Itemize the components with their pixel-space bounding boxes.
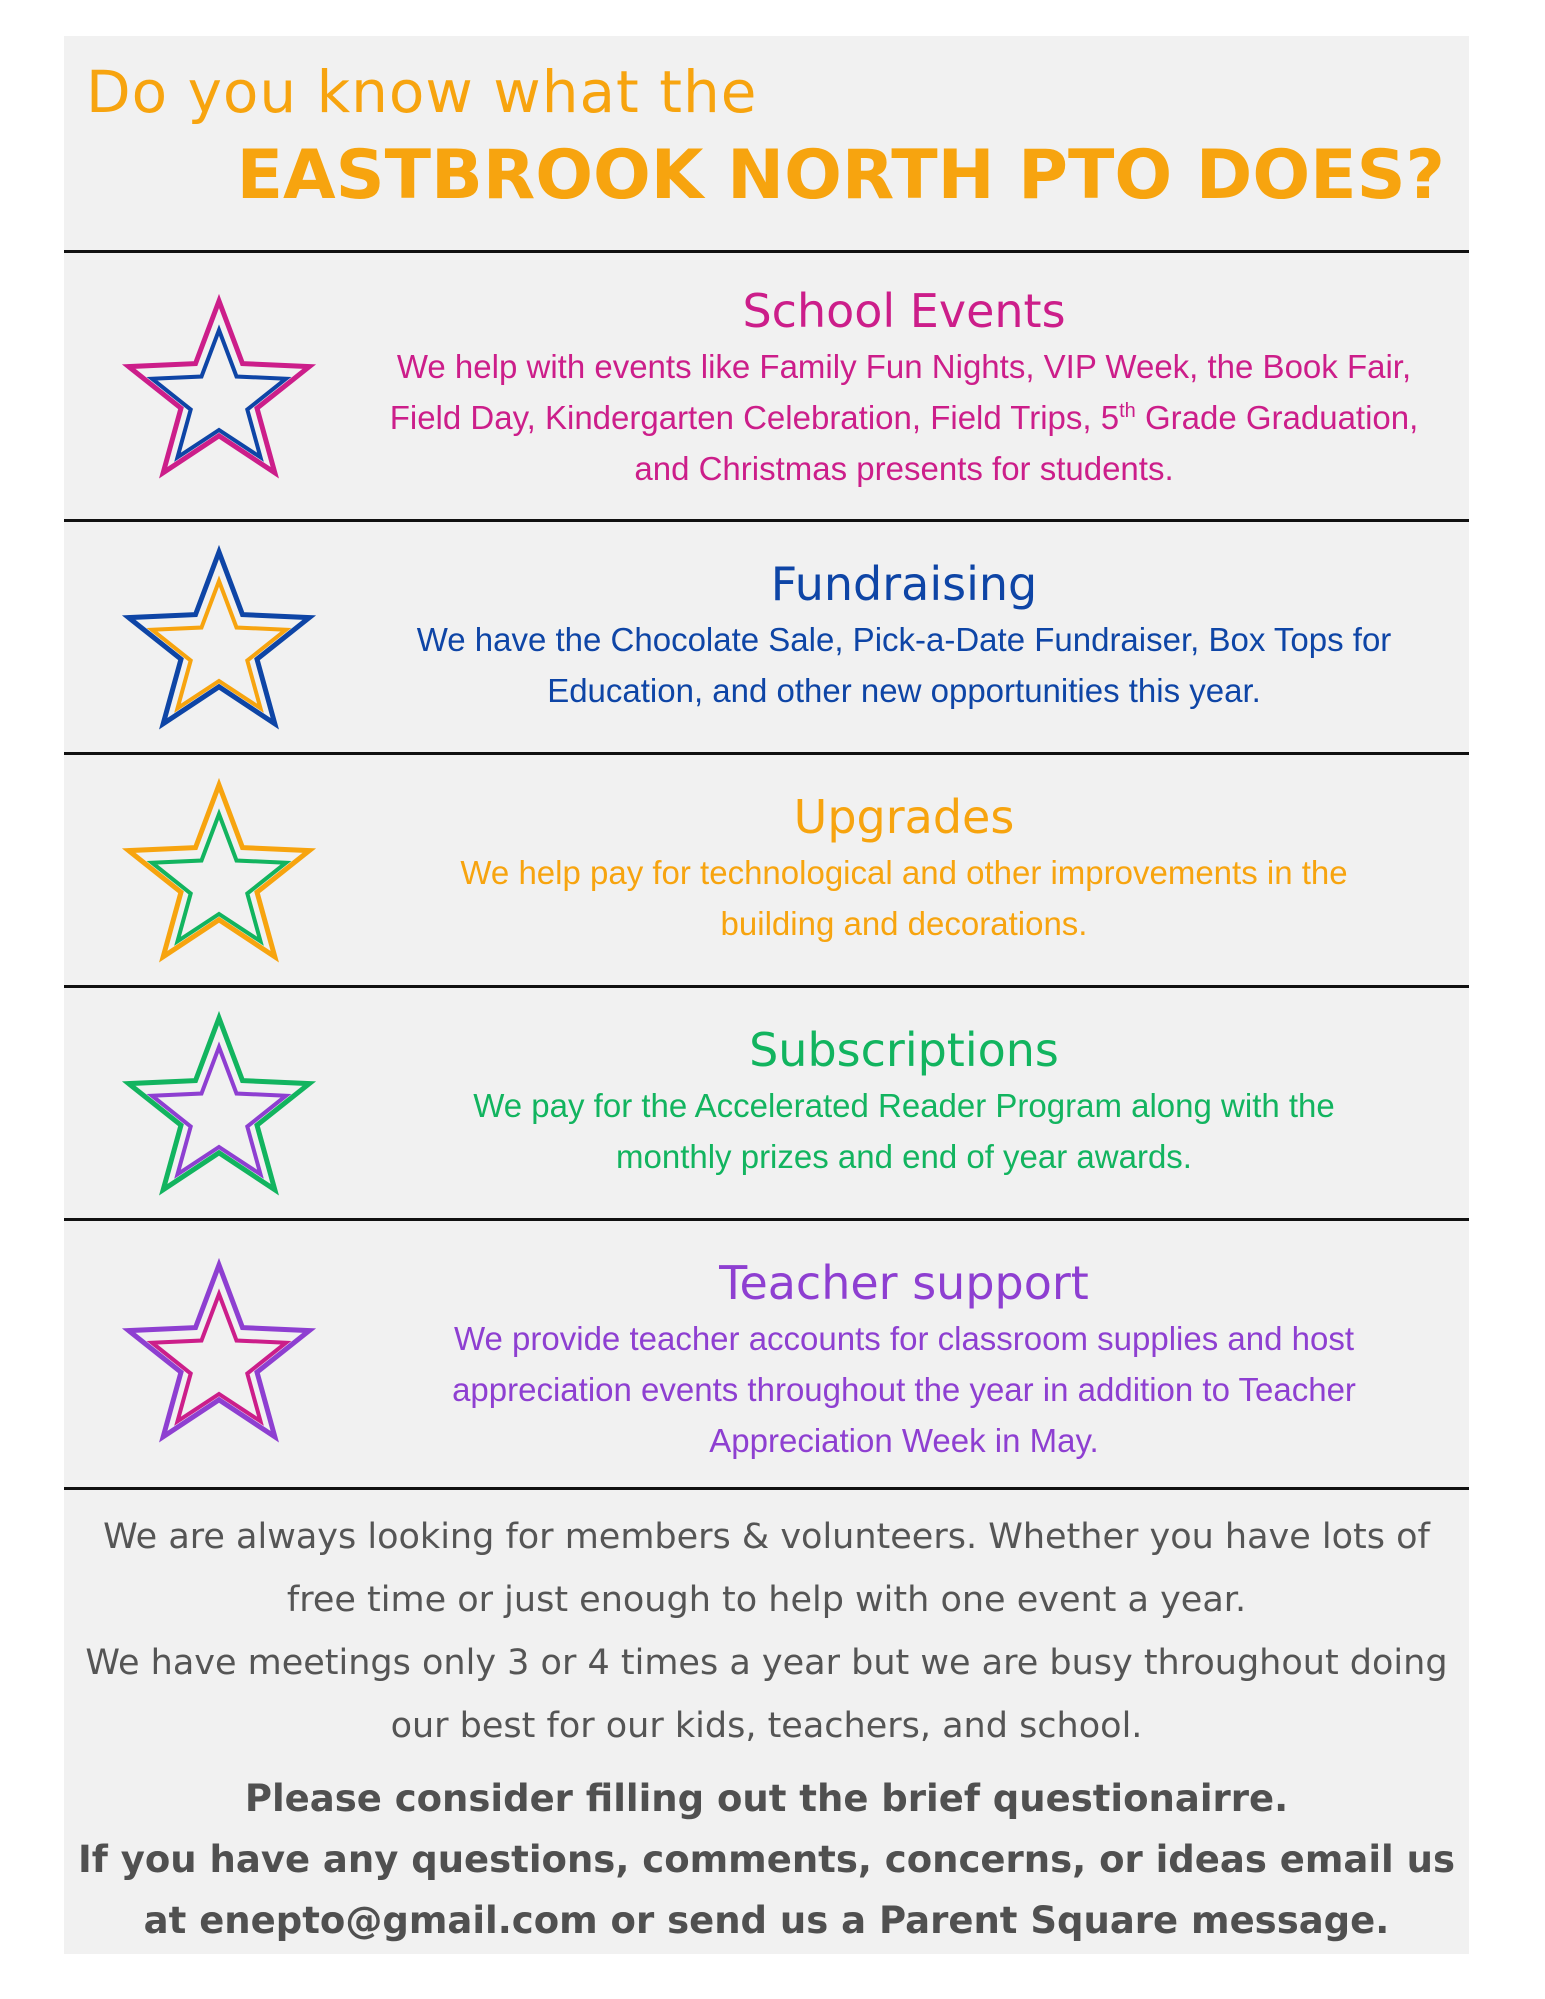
- section-body: We provide teacher accounts for classroom supplies and host appreciation events throughout the year in addition to Teacher Appreciation Week in May.: [452, 1320, 1356, 1459]
- section-school-events: [64, 253, 1469, 519]
- divider: [64, 1487, 1469, 1490]
- section-title: Subscriptions: [749, 1023, 1059, 1077]
- star-icon: [119, 777, 319, 969]
- star-icon: [119, 293, 319, 485]
- section-title: Fundraising: [770, 557, 1038, 611]
- contact-note: If you have any questions, comments, concerns, or ideas email us at enepto@gmail.com or send us a Parent Square message.: [78, 1838, 1455, 1942]
- section-body: We help pay for technological and other improvements in the building and decorations.: [460, 854, 1348, 942]
- section-subscriptions: [64, 988, 1469, 1218]
- section-teacher-support: [64, 1221, 1469, 1487]
- header-title: EASTBROOK NORTH PTO DOES?: [236, 136, 1445, 215]
- questionnaire-note: Please consider filling out the brief questionairre.: [244, 1777, 1289, 1820]
- star-icon: [119, 1257, 319, 1449]
- flyer-header: [64, 36, 1469, 252]
- section-title: School Events: [742, 284, 1066, 338]
- header-intro: Do you know what the: [86, 58, 758, 126]
- section-body: We pay for the Accelerated Reader Program along with the monthly prizes and end of year awards.: [473, 1087, 1335, 1175]
- flyer-footer: [64, 1506, 1469, 1951]
- star-icon: [119, 544, 319, 736]
- section-body: We have the Chocolate Sale, Pick-a-Date Fundraiser, Box Tops for Education, and other new opportunities this year.: [416, 621, 1392, 709]
- section-fundraising: [64, 522, 1469, 752]
- meetings-paragraph: We have meetings only 3 or 4 times a year but we are busy throughout doing our best for our kids, teachers, and school.: [85, 1643, 1448, 1746]
- flyer-page: [64, 36, 1469, 1954]
- section-title: Upgrades: [793, 790, 1015, 844]
- star-icon: [119, 1010, 319, 1202]
- volunteer-paragraph: We are always looking for members & volunteers. Whether you have lots of free time or just enough to help with one event a year.: [103, 1517, 1430, 1620]
- section-upgrades: [64, 755, 1469, 985]
- section-title: Teacher support: [719, 1256, 1089, 1310]
- section-body: We help with events like Family Fun Nights, VIP Week, the Book Fair, Field Day, Kindergarten Celebration, Field Trips, 5th Grade Graduation, and Christmas presents for students.: [389, 348, 1419, 487]
